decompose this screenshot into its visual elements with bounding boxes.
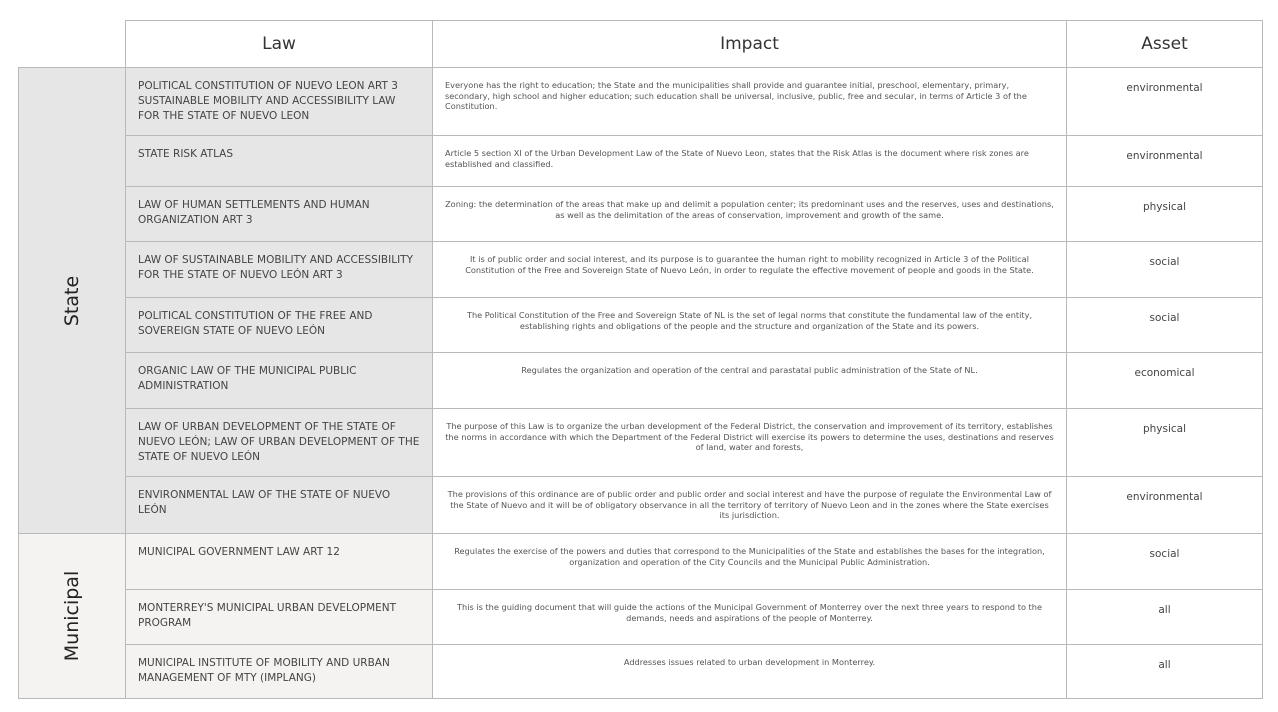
asset-cell: all	[1067, 590, 1263, 645]
impact-cell: This is the guiding document that will guide the actions of the Municipal Government of Monterrey over the next three years to respond to the demands, needs and aspirations of the people of Monterrey.	[433, 590, 1067, 645]
header-corner	[19, 21, 126, 68]
table-row	[19, 645, 1263, 699]
law-cell: LAW OF URBAN DEVELOPMENT OF THE STATE OF NUEVO LEÓN; LAW OF URBAN DEVELOPMENT OF THE STATE OF NUEVO LEÓN	[126, 409, 433, 477]
impact-cell: Article 5 section XI of the Urban Development Law of the State of Nuevo Leon, states that the Risk Atlas is the document where risk zones are established and classified.	[433, 136, 1067, 187]
impact-cell: Everyone has the right to education; the State and the municipalities shall provide and guarantee initial, preschool, elementary, primary, secondary, high school and higher education; such education shall be universal, inclusive, public, free and secular, in terms of Article 3 of the Constitution.	[433, 68, 1067, 136]
law-cell: MONTERREY'S MUNICIPAL URBAN DEVELOPMENT PROGRAM	[126, 590, 433, 645]
asset-cell: environmental	[1067, 477, 1263, 534]
law-cell: LAW OF HUMAN SETTLEMENTS AND HUMAN ORGANIZATION ART 3	[126, 187, 433, 242]
impact-cell: It is of public order and social interest, and its purpose is to guarantee the human right to mobility recognized in Article 3 of the Political Constitution of the Free and Sovereign State of Nuevo León, in order to regulate the effective movement of people and goods in the State.	[433, 242, 1067, 298]
law-cell: POLITICAL CONSTITUTION OF THE FREE AND SOVEREIGN STATE OF NUEVO LEÓN	[126, 298, 433, 353]
table-row	[19, 590, 1263, 645]
law-cell: MUNICIPAL INSTITUTE OF MOBILITY AND URBAN MANAGEMENT OF MTY (IMPLANG)	[126, 645, 433, 699]
asset-cell: environmental	[1067, 68, 1263, 136]
asset-cell: all	[1067, 645, 1263, 699]
header-law: Law	[126, 21, 433, 68]
table-row	[19, 242, 1263, 298]
table-row	[19, 353, 1263, 409]
asset-cell: physical	[1067, 187, 1263, 242]
asset-cell: economical	[1067, 353, 1263, 409]
impact-cell: Regulates the organization and operation of the central and parastatal public administration of the State of NL.	[433, 353, 1067, 409]
header-asset: Asset	[1067, 21, 1263, 68]
impact-cell: Zoning: the determination of the areas that make up and delimit a population center; its predominant uses and the reserves, uses and destinations, as well as the delimitation of the areas of conservation, improvement and growth of the same.	[433, 187, 1067, 242]
group-cell-municipal	[19, 534, 126, 699]
table-row	[19, 477, 1263, 534]
table-row	[19, 409, 1263, 477]
table-row	[19, 298, 1263, 353]
impact-cell: The purpose of this Law is to organize the urban development of the Federal District, the conservation and improvement of its territory, establishes the norms in accordance with which the Department of the Federal District will exercise its powers to determine the uses, destinations and reserves of land, water and forests,	[433, 409, 1067, 477]
laws-table	[18, 20, 1263, 699]
group-label-municipal: Municipal	[61, 570, 83, 662]
asset-cell: social	[1067, 298, 1263, 353]
law-cell: POLITICAL CONSTITUTION OF NUEVO LEON ART 3 SUSTAINABLE MOBILITY AND ACCESSIBILITY LAW FOR THE STATE OF NUEVO LEON	[126, 68, 433, 136]
table-row	[19, 68, 1263, 136]
law-cell: MUNICIPAL GOVERNMENT LAW ART 12	[126, 534, 433, 590]
group-cell-state	[19, 68, 126, 534]
law-cell: STATE RISK ATLAS	[126, 136, 433, 187]
group-label-state: State	[61, 275, 83, 326]
impact-cell: Regulates the exercise of the powers and duties that correspond to the Municipalities of the State and establishes the bases for the integration, organization and operation of the City Councils and the Municipal Public Administration.	[433, 534, 1067, 590]
header-impact: Impact	[433, 21, 1067, 68]
asset-cell: environmental	[1067, 136, 1263, 187]
law-cell: LAW OF SUSTAINABLE MOBILITY AND ACCESSIBILITY FOR THE STATE OF NUEVO LEÓN ART 3	[126, 242, 433, 298]
table-row	[19, 534, 1263, 590]
asset-cell: social	[1067, 242, 1263, 298]
law-cell: ORGANIC LAW OF THE MUNICIPAL PUBLIC ADMINISTRATION	[126, 353, 433, 409]
asset-cell: social	[1067, 534, 1263, 590]
table-row	[19, 136, 1263, 187]
asset-cell: physical	[1067, 409, 1263, 477]
table-row	[19, 187, 1263, 242]
header-row	[19, 21, 1263, 68]
impact-cell: Addresses issues related to urban development in Monterrey.	[433, 645, 1067, 699]
impact-cell: The Political Constitution of the Free and Sovereign State of NL is the set of legal norms that constitute the fundamental law of the entity, establishing rights and obligations of the people and the structure and organization of the State and its powers.	[433, 298, 1067, 353]
law-cell: ENVIRONMENTAL LAW OF THE STATE OF NUEVO LEÓN	[126, 477, 433, 534]
impact-cell: The provisions of this ordinance are of public order and public order and social interest and have the purpose of regulate the Environmental Law of the State of Nuevo and it will be of obligatory observance in all the territory of territory of Nuevo Leon and in the zones where the State exercises its jurisdiction.	[433, 477, 1067, 534]
